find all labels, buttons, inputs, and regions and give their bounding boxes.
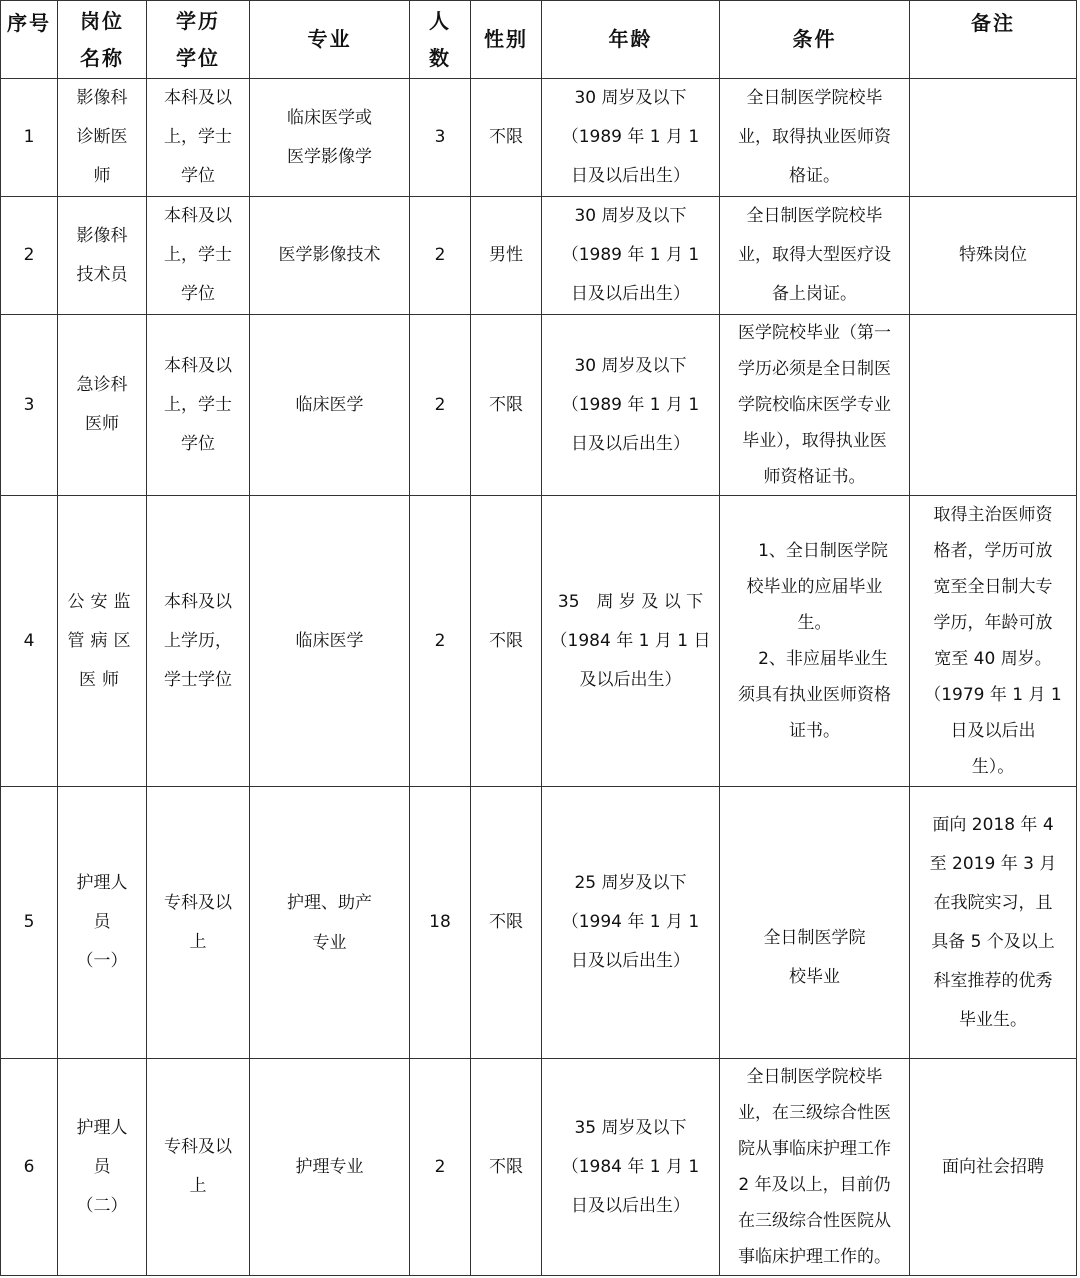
cell-line: 本科及以	[164, 206, 232, 226]
cell-line: 格者，学历可放	[933, 541, 1053, 561]
cell-major	[250, 197, 410, 315]
cell-line: 取得主治医师资	[933, 505, 1053, 525]
cell-age	[542, 496, 720, 787]
cell-position	[58, 79, 147, 197]
cell-age	[542, 315, 720, 496]
cell-line: 医师	[79, 669, 125, 690]
header-row	[1, 1, 1077, 79]
cell-count: 2	[410, 496, 471, 787]
cell-line: 科室推荐的优秀	[933, 970, 1053, 991]
cell-education	[147, 315, 250, 496]
cell-line: 公安监	[67, 591, 137, 612]
cell-line: 校毕业的应届毕业	[746, 577, 883, 597]
cell-notes	[910, 496, 1077, 787]
cell-line: 技术员	[76, 264, 128, 285]
cell-line: （1989 年 1 月 1	[561, 245, 700, 265]
cell-line: 学位	[181, 166, 215, 186]
table-row	[1, 496, 1077, 787]
table-row	[1, 79, 1077, 197]
header-position-line: 岗位	[80, 8, 124, 33]
cell-count: 3	[410, 79, 471, 197]
cell-seq: 1	[1, 79, 58, 197]
cell-major	[250, 1059, 410, 1276]
cell-line: 员	[93, 1156, 111, 1177]
cell-line: 学位	[181, 284, 215, 304]
cell-position	[58, 1059, 147, 1276]
cell-seq: 3	[1, 315, 58, 496]
cell-major	[250, 315, 410, 496]
table-row	[1, 315, 1077, 496]
cell-line: 全日制医学院校毕	[746, 88, 883, 108]
cell-gender: 不限	[471, 496, 542, 787]
cell-line: 师资格证书。	[763, 467, 866, 487]
cell-notes	[910, 787, 1077, 1059]
cell-line: 学士学位	[164, 669, 232, 690]
cell-line: 在三级综合性医院从	[738, 1211, 891, 1231]
cell-line: 上学历，	[164, 630, 232, 651]
cell-count: 2	[410, 1059, 471, 1276]
cell-line: 日及以后出生）	[571, 166, 690, 186]
cell-line: （1984 年 1 月 1 日	[550, 630, 711, 651]
cell-age	[542, 197, 720, 315]
cell-gender: 不限	[471, 79, 542, 197]
cell-line: 医学院校毕业（第一	[738, 323, 891, 343]
header-count-line: 数	[429, 45, 451, 70]
cell-line: 30 周岁及以下	[574, 88, 687, 108]
cell-line: 35 周 岁 及 以 下	[557, 591, 704, 612]
cell-line: 事临床护理工作的。	[738, 1247, 891, 1267]
cell-line: 全日制医学院校毕	[746, 206, 883, 226]
header-education-line: 学历	[176, 8, 220, 33]
cell-position	[58, 315, 147, 496]
cell-line: 35 周岁及以下	[574, 1117, 687, 1138]
header-conditions: 条件	[720, 1, 910, 79]
cell-line: 毕业生。	[959, 1009, 1027, 1030]
header-count	[410, 1, 471, 79]
cell-line: 2 年及以上，目前仍	[738, 1175, 891, 1195]
cell-notes	[910, 79, 1077, 197]
cell-line: 本科及以	[164, 88, 232, 108]
cell-gender: 不限	[471, 315, 542, 496]
cell-line: 日及以后出生）	[571, 1195, 690, 1216]
cell-major	[250, 787, 410, 1059]
cell-major	[250, 79, 410, 197]
cell-line: 2、非应届毕业生	[741, 649, 888, 669]
cell-line: 面向社会招聘	[942, 1156, 1044, 1177]
cell-line: 面向 2018 年 4	[932, 814, 1054, 835]
header-notes: 备注	[910, 1, 1077, 79]
cell-line: 学院校临床医学专业	[738, 395, 891, 415]
cell-education	[147, 787, 250, 1059]
cell-notes	[910, 197, 1077, 315]
cell-line: 宽至全日制大专	[933, 577, 1053, 597]
cell-line: 日及以后出	[950, 721, 1036, 741]
cell-line: 学位	[181, 433, 215, 454]
cell-line: 毕业），取得执业医	[742, 431, 887, 451]
table-row	[1, 787, 1077, 1059]
cell-line: 上，学士	[164, 127, 232, 147]
cell-age	[542, 79, 720, 197]
cell-seq: 6	[1, 1059, 58, 1276]
header-education	[147, 1, 250, 79]
cell-line: （1984 年 1 月 1	[561, 1156, 700, 1177]
cell-line: 医学影像学	[287, 146, 372, 167]
cell-line: （1989 年 1 月 1	[561, 127, 700, 147]
cell-line: （1989 年 1 月 1	[561, 394, 700, 415]
cell-position	[58, 787, 147, 1059]
cell-line: 日及以后出生）	[571, 284, 690, 304]
cell-conditions	[720, 787, 910, 1059]
cell-line: 30 周岁及以下	[574, 206, 687, 226]
cell-line: 须具有执业医师资格	[738, 685, 891, 705]
cell-line: 特殊岗位	[959, 245, 1027, 265]
cell-line: （一）	[76, 951, 128, 971]
header-major: 专业	[250, 1, 410, 79]
cell-line: 宽至 40 周岁。	[934, 649, 1052, 669]
cell-line: 上，学士	[164, 245, 232, 265]
cell-line: 25 周岁及以下	[574, 873, 687, 893]
cell-line: 上，学士	[164, 394, 232, 415]
cell-seq: 2	[1, 197, 58, 315]
cell-line: 证书。	[789, 721, 840, 741]
cell-line: 备上岗证。	[772, 284, 857, 304]
cell-age	[542, 1059, 720, 1276]
cell-line: 具备 5 个及以上	[931, 931, 1055, 952]
cell-line: 管病区	[67, 630, 137, 651]
cell-conditions	[720, 496, 910, 787]
header-gender: 性别	[471, 1, 542, 79]
cell-conditions	[720, 1059, 910, 1276]
cell-line: 本科及以	[164, 355, 232, 376]
cell-line: 业，取得大型医疗设	[738, 245, 891, 265]
cell-line: 临床医学或	[287, 107, 372, 128]
header-age: 年龄	[542, 1, 720, 79]
cell-line: 影像科	[76, 88, 128, 108]
cell-line: 上	[189, 931, 207, 952]
cell-seq: 5	[1, 787, 58, 1059]
cell-line: 日及以后出生）	[571, 951, 690, 971]
cell-line: 护理专业	[295, 1157, 364, 1177]
cell-line: 全日制医学院校毕	[746, 1067, 883, 1087]
cell-education	[147, 1059, 250, 1276]
cell-line: 专科及以	[164, 892, 232, 913]
cell-line: 上	[189, 1176, 207, 1196]
cell-conditions	[720, 79, 910, 197]
table-row	[1, 1059, 1077, 1276]
cell-line: 医学影像技术	[278, 245, 381, 265]
cell-line: 院从事临床护理工作	[738, 1139, 891, 1159]
cell-education	[147, 496, 250, 787]
header-count-line: 人	[429, 8, 451, 33]
cell-line: 临床医学	[295, 630, 364, 651]
cell-line: （二）	[76, 1195, 128, 1216]
cell-line: 至 2019 年 3 月	[929, 853, 1057, 874]
cell-line: 全日制医学院	[763, 927, 866, 948]
cell-line: 专业	[312, 932, 347, 953]
cell-line: 及以后出生）	[579, 669, 682, 690]
cell-line: 30 周岁及以下	[574, 355, 687, 376]
header-education-line: 学位	[176, 45, 220, 70]
header-position-line: 名称	[80, 45, 124, 70]
cell-major	[250, 496, 410, 787]
cell-conditions	[720, 315, 910, 496]
cell-notes	[910, 315, 1077, 496]
cell-line: 生）。	[971, 757, 1015, 777]
cell-line: 专科及以	[164, 1137, 232, 1157]
cell-line: 业，在三级综合性医	[738, 1103, 891, 1123]
cell-notes	[910, 1059, 1077, 1276]
cell-line: 急诊科	[76, 375, 128, 395]
cell-gender: 男性	[471, 197, 542, 315]
cell-line: 生。	[797, 613, 832, 633]
cell-line: （1979 年 1 月 1	[924, 685, 1062, 705]
header-seq: 序号	[1, 1, 58, 79]
cell-education	[147, 197, 250, 315]
cell-line: 诊断医	[76, 127, 128, 147]
cell-line: 校毕业	[789, 966, 840, 987]
cell-line: 在我院实习，且	[933, 892, 1053, 913]
cell-line: 医师	[85, 414, 119, 434]
cell-position	[58, 197, 147, 315]
cell-line: 员	[93, 912, 111, 932]
cell-line: 本科及以	[164, 591, 232, 612]
cell-line: 护理人	[76, 1117, 128, 1138]
cell-line: 1、全日制医学院	[741, 541, 888, 561]
cell-line: 师	[93, 166, 111, 186]
cell-line: 学历，年龄可放	[933, 613, 1053, 633]
cell-line: 日及以后出生）	[571, 433, 690, 454]
cell-count: 2	[410, 315, 471, 496]
cell-line: 护理、助产	[287, 892, 372, 913]
cell-line: 学历必须是全日制医	[738, 359, 891, 379]
cell-count: 2	[410, 197, 471, 315]
table-row	[1, 197, 1077, 315]
cell-line: 影像科	[76, 225, 128, 246]
cell-count: 18	[410, 787, 471, 1059]
cell-line: 临床医学	[295, 394, 364, 415]
cell-gender: 不限	[471, 1059, 542, 1276]
cell-conditions	[720, 197, 910, 315]
cell-line: 业，取得执业医师资	[738, 127, 891, 147]
cell-gender: 不限	[471, 787, 542, 1059]
cell-seq: 4	[1, 496, 58, 787]
cell-education	[147, 79, 250, 197]
cell-age	[542, 787, 720, 1059]
cell-line: （1994 年 1 月 1	[561, 912, 700, 932]
cell-line: 格证。	[789, 166, 840, 186]
cell-line: 护理人	[76, 873, 128, 893]
header-position	[58, 1, 147, 79]
cell-position	[58, 496, 147, 787]
